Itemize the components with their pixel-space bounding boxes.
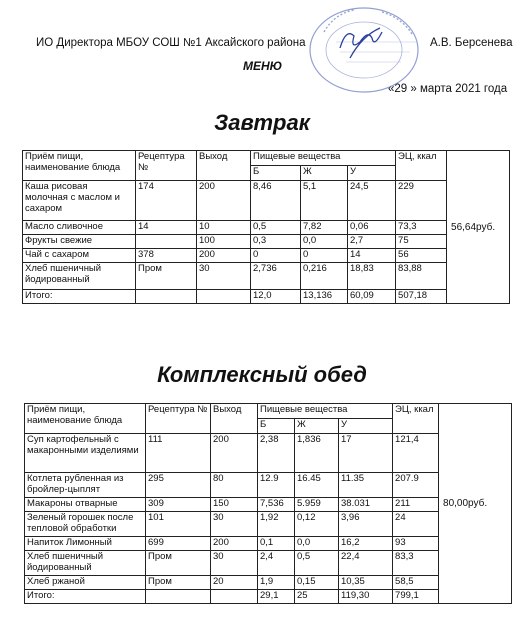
lunch-title: Комплексный обед [157, 362, 367, 387]
header-recipe: Рецептура № [146, 404, 211, 434]
kcal: 93 [393, 537, 439, 551]
header-recipe: Рецептура № [136, 151, 197, 181]
header-output: Выход [197, 151, 251, 181]
recipe-number: 101 [146, 512, 211, 537]
header-kcal: ЭЦ, ккал [393, 404, 439, 434]
header-fat: Ж [301, 166, 348, 181]
recipe-number: 295 [146, 473, 211, 498]
carbs: 2,7 [348, 235, 396, 249]
fat: 5,1 [301, 181, 348, 221]
dish-name: Каша рисовая молочная с маслом и сахаром [23, 181, 136, 221]
fat: 16.45 [295, 473, 339, 498]
kcal: 83,3 [393, 551, 439, 576]
kcal: 229 [396, 181, 447, 221]
total-kcal: 799,1 [393, 590, 439, 604]
kcal: 24 [393, 512, 439, 537]
header-carbs: У [348, 166, 396, 181]
official-stamp [306, 2, 422, 98]
recipe-number: 174 [136, 181, 197, 221]
output: 10 [197, 221, 251, 235]
table-row [23, 249, 510, 263]
total-row [23, 290, 510, 304]
table-row [23, 235, 510, 249]
kcal: 73,3 [396, 221, 447, 235]
carbs: 0,06 [348, 221, 396, 235]
lunch-table [24, 403, 512, 604]
header-kcal: ЭЦ, ккал [396, 151, 447, 181]
dish-name: Суп картофельный с макаронными изделиями [25, 434, 146, 473]
output: 30 [211, 512, 258, 537]
fat: 0,5 [295, 551, 339, 576]
table-row [25, 576, 512, 590]
recipe-number: 378 [136, 249, 197, 263]
table-row [25, 498, 512, 512]
fat: 1,836 [295, 434, 339, 473]
protein: 1,92 [258, 512, 295, 537]
recipe-number [136, 235, 197, 249]
kcal: 121,4 [393, 434, 439, 473]
carbs: 16,2 [339, 537, 393, 551]
carbs: 10,35 [339, 576, 393, 590]
lunch-price: 80,00руб. [439, 404, 512, 604]
table-row [25, 434, 512, 473]
empty-cell [146, 590, 211, 604]
recipe-number: Пром [146, 576, 211, 590]
carbs: 14 [348, 249, 396, 263]
carbs: 18,83 [348, 263, 396, 290]
total-protein: 29,1 [258, 590, 295, 604]
breakfast-price: 56,64руб. [447, 151, 510, 304]
header-nutrients: Пищевые вещества [251, 151, 396, 166]
fat: 0,15 [295, 576, 339, 590]
header-fat: Ж [295, 419, 339, 434]
recipe-number: Пром [146, 551, 211, 576]
output: 20 [211, 576, 258, 590]
dish-name: Хлеб пшеничный йодированный [23, 263, 136, 290]
output: 80 [211, 473, 258, 498]
breakfast-table [22, 150, 510, 304]
carbs: 22,4 [339, 551, 393, 576]
kcal: 56 [396, 249, 447, 263]
output: 200 [211, 434, 258, 473]
fat: 0,0 [295, 537, 339, 551]
recipe-number: 14 [136, 221, 197, 235]
total-label: Итого: [23, 290, 136, 304]
total-fat: 25 [295, 590, 339, 604]
document-date: «29 » марта 2021 года [388, 83, 508, 95]
kcal: 211 [393, 498, 439, 512]
breakfast-title: Завтрак [214, 110, 310, 135]
carbs: 24,5 [348, 181, 396, 221]
table-row [25, 512, 512, 537]
protein: 12.9 [258, 473, 295, 498]
protein: 2,38 [258, 434, 295, 473]
protein: 0 [251, 249, 301, 263]
recipe-number: 699 [146, 537, 211, 551]
protein: 1,9 [258, 576, 295, 590]
director-position: ИО Директора МБОУ СОШ №1 Аксайского района [36, 37, 306, 49]
dish-name: Хлеб ржаной [25, 576, 146, 590]
empty-cell [211, 590, 258, 604]
protein: 2,736 [251, 263, 301, 290]
header-carbs: У [339, 419, 393, 434]
dish-name: Фрукты свежие [23, 235, 136, 249]
total-kcal: 507,18 [396, 290, 447, 304]
carbs: 38.031 [339, 498, 393, 512]
dish-name: Зеленый горошек после тепловой обработки [25, 512, 146, 537]
header-protein: Б [251, 166, 301, 181]
protein: 7,536 [258, 498, 295, 512]
fat: 0 [301, 249, 348, 263]
output: 200 [197, 249, 251, 263]
empty-cell [136, 290, 197, 304]
output: 200 [197, 181, 251, 221]
dish-name: Напиток Лимонный [25, 537, 146, 551]
table-header-row [25, 404, 512, 419]
dish-name: Чай с сахаром [23, 249, 136, 263]
total-protein: 12,0 [251, 290, 301, 304]
protein: 0,1 [258, 537, 295, 551]
header-output: Выход [211, 404, 258, 434]
carbs: 3,96 [339, 512, 393, 537]
recipe-number: Пром [136, 263, 197, 290]
empty-cell [197, 290, 251, 304]
total-row [25, 590, 512, 604]
kcal: 83,88 [396, 263, 447, 290]
table-row [23, 221, 510, 235]
dish-name: Масло сливочное [23, 221, 136, 235]
fat: 0,0 [301, 235, 348, 249]
total-carbs: 119,30 [339, 590, 393, 604]
kcal: 75 [396, 235, 447, 249]
fat: 7,82 [301, 221, 348, 235]
director-name: А.В. Берсенева [430, 37, 513, 49]
fat: 0,216 [301, 263, 348, 290]
dish-name: Котлета рубленная из бройлер-цыплят [25, 473, 146, 498]
total-carbs: 60,09 [348, 290, 396, 304]
total-fat: 13,136 [301, 290, 348, 304]
output: 30 [197, 263, 251, 290]
total-label: Итого: [25, 590, 146, 604]
kcal: 58,5 [393, 576, 439, 590]
protein: 0,5 [251, 221, 301, 235]
protein: 8,46 [251, 181, 301, 221]
output: 100 [197, 235, 251, 249]
dish-name: Макароны отварные [25, 498, 146, 512]
menu-heading: МЕНЮ [243, 59, 283, 73]
header-nutrients: Пищевые вещества [258, 404, 393, 419]
output: 150 [211, 498, 258, 512]
recipe-number: 111 [146, 434, 211, 473]
output: 200 [211, 537, 258, 551]
header-meal: Приём пищи, наименование блюда [25, 404, 146, 434]
fat: 5.959 [295, 498, 339, 512]
header-protein: Б [258, 419, 295, 434]
kcal: 207.9 [393, 473, 439, 498]
carbs: 11.35 [339, 473, 393, 498]
recipe-number: 309 [146, 498, 211, 512]
carbs: 17 [339, 434, 393, 473]
protein: 2,4 [258, 551, 295, 576]
output: 30 [211, 551, 258, 576]
table-row [25, 537, 512, 551]
table-row [23, 181, 510, 221]
fat: 0,12 [295, 512, 339, 537]
table-row [23, 263, 510, 290]
dish-name: Хлеб пшеничный йодированный [25, 551, 146, 576]
protein: 0,3 [251, 235, 301, 249]
header-meal: Приём пищи, наименование блюда [23, 151, 136, 181]
table-header-row [23, 151, 510, 166]
table-row [25, 551, 512, 576]
table-row [25, 473, 512, 498]
